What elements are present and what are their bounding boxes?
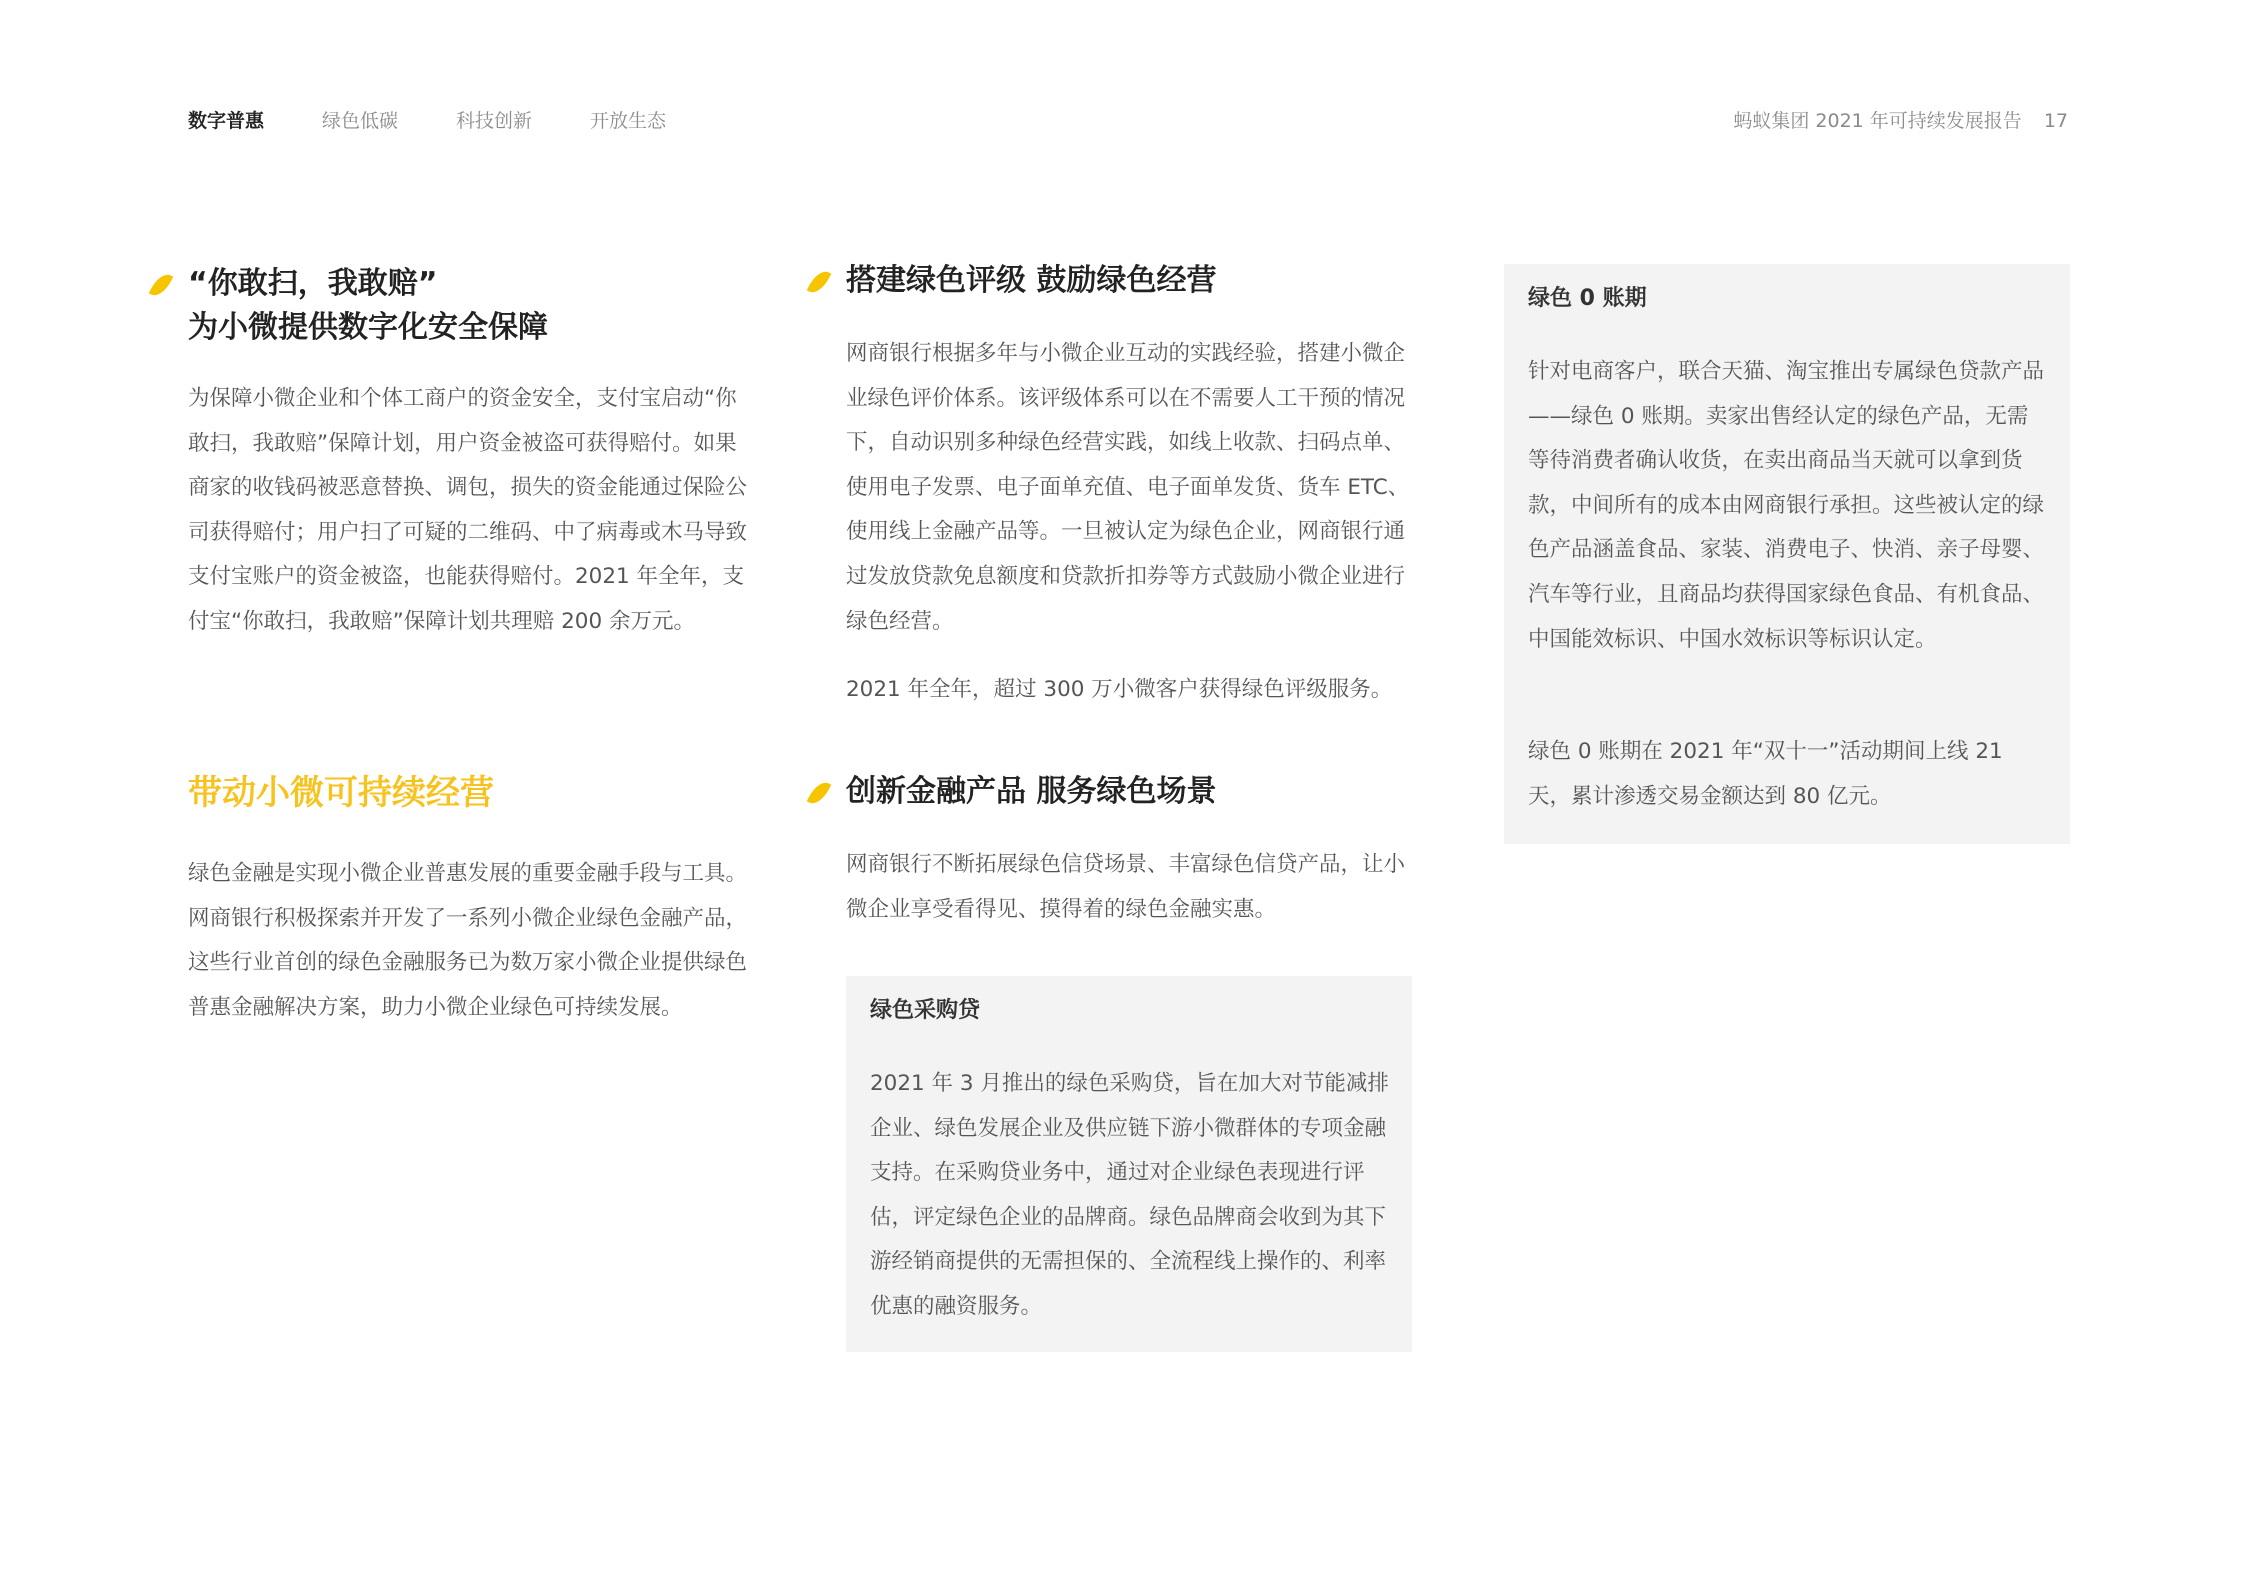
report-header	[1733, 108, 2068, 134]
green-procurement-loan-box	[846, 976, 1412, 1352]
nav-item-green-low-carbon[interactable]: 绿色低碳	[322, 110, 399, 132]
section-nav	[188, 108, 724, 134]
section-heading-innovation	[846, 770, 1446, 814]
box-title: 绿色采购贷	[870, 998, 981, 1023]
section-heading-line2: 为小微提供数字化安全保障	[188, 310, 548, 345]
leaf-bullet-icon	[807, 267, 832, 297]
leaf-bullet-icon	[149, 270, 174, 300]
report-title: 蚂蚁集团 2021 年可持续发展报告	[1733, 110, 2022, 132]
nav-item-digital-inclusion[interactable]: 数字普惠	[188, 110, 265, 132]
section-heading-text: 搭建绿色评级 鼓励绿色经营	[846, 263, 1217, 298]
box-body: 2021 年 3 月推出的绿色采购贷，旨在加大对节能减排企业、绿色发展企业及供应链下游小微群体的专项金融支持。在采购贷业务中，通过对企业绿色表现进行评估，评定绿色企业的品牌商。绿色品牌商会收到为其下游经销商提供的无需担保的、全流程线上操作的、利率优惠的融资服务。	[870, 1071, 1389, 1319]
nav-item-open-ecosystem[interactable]: 开放生态	[590, 110, 667, 132]
sustainable-operations-heading: 带动小微可持续经营	[188, 773, 494, 813]
green-rating-body: 网商银行根据多年与小微企业互动的实践经验，搭建小微企业绿色评价体系。该评级体系可以在不需要人工干预的情况下，自动识别多种绿色经营实践，如线上收款、扫码点单、使用电子发票、电子面单充值、电子面单发货、货车 ETC、使用线上金融产品等。一旦被认定为绿色企业，网商银行通过发放贷款免息额度和贷款折扣券等方式鼓励小微企业进行绿色经营。	[846, 341, 1410, 634]
section-heading-text: 创新金融产品 服务绿色场景	[846, 774, 1217, 809]
green-zero-payment-box	[1504, 264, 2070, 844]
scan-guarantee-body: 为保障小微企业和个体工商户的资金安全，支付宝启动“你敢扫，我敢赔”保障计划，用户资金被盗可获得赔付。如果商家的收钱码被恶意替换、调包，损失的资金能通过保险公司获得赔付；用户扫了可疑的二维码、中了病毒或木马导致支付宝账户的资金被盗，也能获得赔付。2021 年全年，支付宝“你敢扫，我敢赔”保障计划共理赔 200 余万元。	[188, 386, 748, 634]
innovation-body: 网商银行不断拓展绿色信贷场景、丰富绿色信贷产品，让小微企业享受看得见、摸得着的绿色金融实惠。	[846, 852, 1406, 922]
leaf-bullet-icon	[807, 778, 832, 808]
box-stat: 绿色 0 账期在 2021 年“双十一”活动期间上线 21 天，累计渗透交易金额达到 80 亿元。	[1528, 739, 2003, 809]
section-heading-scan-guarantee	[188, 262, 788, 350]
sustainable-operations-body: 绿色金融是实现小微企业普惠发展的重要金融手段与工具。网商银行积极探索并开发了一系列小微企业绿色金融产品，这些行业首创的绿色金融服务已为数万家小微企业提供绿色普惠金融解决方案，助力小微企业绿色可持续发展。	[188, 861, 748, 1020]
section-heading-green-rating	[846, 259, 1446, 303]
page-number: 17	[2043, 110, 2068, 132]
box-body: 针对电商客户，联合天猫、淘宝推出专属绿色贷款产品——绿色 0 账期。卖家出售经认定的绿色产品，无需等待消费者确认收货，在卖出商品当天就可以拿到货款，中间所有的成本由网商银行承担。这些被认定的绿色产品涵盖食品、家装、消费电子、快消、亲子母婴、汽车等行业，且商品均获得国家绿色食品、有机食品、中国能效标识、中国水效标识等标识认定。	[1528, 359, 2045, 652]
nav-item-tech-innovation[interactable]: 科技创新	[456, 110, 533, 132]
box-title: 绿色 0 账期	[1528, 286, 1647, 311]
section-heading-line1: “你敢扫，我敢赔”	[188, 266, 438, 301]
green-rating-stat: 2021 年全年，超过 300 万小微客户获得绿色评级服务。	[846, 677, 1393, 702]
